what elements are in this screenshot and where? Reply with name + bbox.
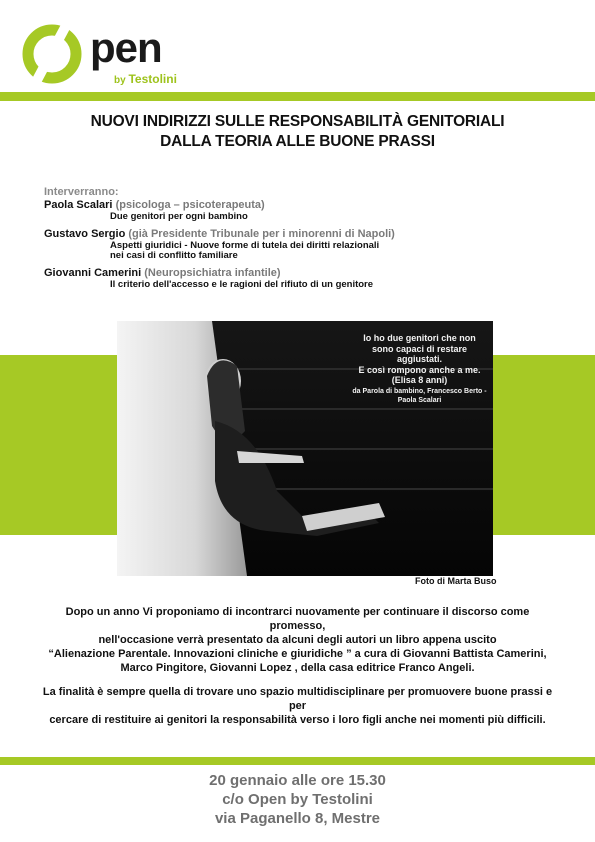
page-title-line1: NUOVI INDIRIZZI SULLE RESPONSABILITÀ GENITORIALI: [90, 113, 505, 130]
talk-line: nei casi di conflitto familiare: [110, 250, 238, 261]
speakers-intro: Interverranno:: [44, 186, 119, 198]
logo-ring-icon: [22, 22, 86, 86]
speaker-name: Paola Scalari: [44, 199, 113, 211]
speaker-role: (psicologa – psicoterapeuta): [115, 199, 265, 211]
body-paragraph-2: [40, 685, 555, 727]
event-date: 20 gennaio alle ore 15.30: [209, 772, 386, 789]
logo-byline: [114, 72, 177, 86]
open-logo: [22, 22, 182, 86]
photo: [117, 321, 493, 576]
body-line: Marco Pingitore, Giovanni Lopez , della casa editrice Franco Angeli.: [120, 662, 475, 674]
quote-source: da Parola di bambino, Francesco Berto - Paola Scalari: [352, 387, 487, 404]
speaker-role: (Neuropsichiatra infantile): [144, 267, 281, 279]
bottom-accent-bar: [0, 757, 595, 765]
speaker-name: Gustavo Sergio: [44, 228, 126, 240]
speaker-talk: [110, 212, 564, 222]
event-venue: c/o Open by Testolini: [222, 791, 373, 808]
page-title-line2: DALLA TEORIA ALLE BUONE PRASSI: [160, 133, 435, 150]
top-accent-bar: [0, 92, 595, 101]
talk-line: Due genitori per ogni bambino: [110, 211, 248, 222]
speaker-role: (già Presidente Tribunale per i minorenni di Napoli): [128, 228, 395, 240]
speaker-talk: [110, 280, 564, 290]
body-line: “Alienazione Parentale. Innovazioni cliniche e giuridiche ” a cura di Giovanni Battista Camerini,: [48, 648, 547, 660]
logo-by: by: [114, 75, 126, 86]
logo-brand: Testolini: [128, 72, 177, 86]
photo-quote: [352, 333, 487, 405]
logo-word: pen: [90, 24, 162, 71]
quote-line: Io ho due genitori che non: [363, 333, 476, 343]
speaker-name: Giovanni Camerini: [44, 267, 142, 279]
talk-line: Aspetti giuridici - Nuove forme di tutela dei diritti relazionali: [110, 240, 380, 251]
event-address: via Paganello 8, Mestre: [214, 810, 381, 827]
speaker-talk: [110, 241, 564, 261]
photo-caption: Foto di Marta Buso: [415, 576, 497, 586]
body-line: Dopo un anno Vi proponiamo di incontrarci nuovamente per continuare il discorso come promesso,: [65, 606, 530, 632]
speakers-section: [44, 186, 564, 290]
quote-attribution: (Elisa 8 anni): [391, 375, 448, 385]
body-line: cercare di restituire ai genitori la responsabilità verso i loro figli anche nei momenti più difficili.: [49, 714, 546, 726]
body-line: La finalità è sempre quella di trovare uno spazio multidisciplinare per promuovere buone prassi e per: [42, 686, 553, 712]
body-paragraph-1: [40, 605, 555, 675]
talk-line: Il criterio dell'accesso e le ragioni del rifiuto di un genitore: [110, 279, 374, 290]
quote-line: sono capaci di restare aggiustati.: [371, 343, 468, 364]
event-details: [0, 771, 595, 828]
quote-line: E così rompono anche a me.: [358, 364, 481, 375]
body-line: nell'occasione verrà presentato da alcuni degli autori un libro appena uscito: [98, 634, 497, 646]
